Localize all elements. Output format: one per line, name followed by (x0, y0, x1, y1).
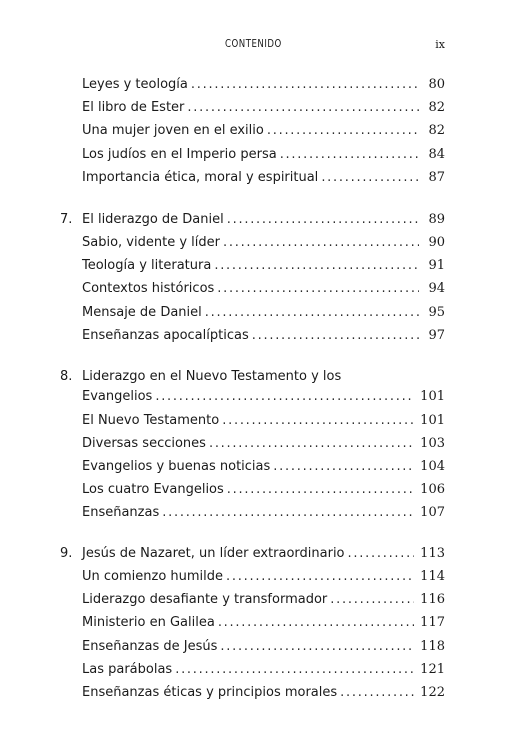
page-number: 121 (420, 662, 445, 677)
toc-entry (0, 433, 507, 455)
page-number: 94 (428, 281, 445, 296)
entry-title: Jesús de Nazaret, un líder extraordinario (82, 546, 345, 561)
page-number: 114 (420, 569, 445, 584)
page-number: 103 (420, 436, 445, 451)
entry-title: Los judíos en el Imperio persa (82, 147, 277, 162)
dot-leader (162, 502, 414, 524)
page-number: 122 (420, 685, 445, 700)
page-number: 95 (428, 305, 445, 320)
dot-leader (227, 209, 419, 231)
entry-title: Importancia ética, moral y espiritual (82, 170, 319, 185)
page-number: 87 (428, 170, 445, 185)
toc-entry (0, 612, 507, 634)
page-number: 91 (428, 258, 445, 273)
page-number: 117 (420, 615, 445, 630)
dot-leader (217, 278, 419, 300)
toc-chapter-entry (0, 366, 507, 388)
toc-entry (0, 97, 507, 119)
dot-leader (252, 325, 419, 347)
dot-leader (226, 566, 414, 588)
toc-entry (0, 636, 507, 658)
running-title: CONTENIDO (225, 38, 282, 50)
toc-entry (0, 410, 507, 432)
toc-entry (0, 589, 507, 611)
entry-title: El libro de Ester (82, 100, 185, 115)
dot-leader (222, 410, 414, 432)
page-number: 104 (420, 459, 445, 474)
dot-leader (340, 682, 414, 704)
chapter-number: 9. (60, 546, 73, 561)
page-number: 82 (428, 100, 445, 115)
page-number: 116 (420, 592, 445, 607)
dot-leader (273, 456, 414, 478)
entry-title: Evangelios y buenas noticias (82, 459, 271, 474)
entry-title: El liderazgo de Daniel (82, 212, 224, 227)
page-number: 82 (428, 123, 445, 138)
toc-entry (0, 120, 507, 142)
toc-chapter-entry (0, 209, 507, 231)
dot-leader (330, 589, 414, 611)
entry-title: Enseñanzas apocalípticas (82, 328, 249, 343)
dot-leader (155, 386, 414, 408)
entry-title: El Nuevo Testamento (82, 413, 220, 428)
chapter-number: 8. (60, 369, 73, 384)
page-number: 90 (428, 235, 445, 250)
entry-title: Ministerio en Galilea (82, 615, 215, 630)
entry-title: Un comienzo humilde (82, 569, 224, 584)
dot-leader (218, 612, 414, 634)
toc-chapter-entry (0, 543, 507, 565)
dot-leader (267, 120, 419, 142)
page-number: 97 (428, 328, 445, 343)
running-head (0, 38, 507, 54)
toc-entry (0, 167, 507, 189)
toc-entry (0, 278, 507, 300)
entry-title: Leyes y teología (82, 77, 188, 92)
toc-entry (0, 325, 507, 347)
page-number: 118 (420, 639, 445, 654)
dot-leader (321, 167, 419, 189)
toc-entry (0, 74, 507, 96)
entry-title: Los cuatro Evangelios (82, 482, 224, 497)
dot-leader (223, 232, 419, 254)
toc-entry (0, 255, 507, 277)
toc-entry (0, 479, 507, 501)
dot-leader (220, 636, 414, 658)
entry-title: Liderazgo desafiante y transformador (82, 592, 328, 607)
toc-entry (0, 302, 507, 324)
page-number: 80 (428, 77, 445, 92)
toc-entry-continued (0, 386, 507, 408)
toc-entry (0, 502, 507, 524)
toc-entry (0, 659, 507, 681)
entry-title: Enseñanzas (82, 505, 160, 520)
entry-title: Diversas secciones (82, 436, 206, 451)
dot-leader (209, 433, 414, 455)
entry-title: Una mujer joven en el exilio (82, 123, 264, 138)
entry-title: Mensaje de Daniel (82, 305, 202, 320)
page-number: 89 (428, 212, 445, 227)
entry-title: Teología y literatura (82, 258, 212, 273)
page-number: 101 (420, 413, 445, 428)
toc-entry (0, 566, 507, 588)
entry-title: Liderazgo en el Nuevo Testamento y los (82, 369, 342, 384)
toc-entry (0, 232, 507, 254)
dot-leader (175, 659, 414, 681)
dot-leader (227, 479, 414, 501)
dot-leader (187, 97, 419, 119)
dot-leader (205, 302, 419, 324)
dot-leader (348, 543, 415, 565)
entry-title: Sabio, vidente y líder (82, 235, 220, 250)
page-number: 84 (428, 147, 445, 162)
toc-entry (0, 456, 507, 478)
dot-leader (191, 74, 419, 96)
page-folio: ix (435, 38, 445, 51)
dot-leader (214, 255, 419, 277)
toc-entry (0, 682, 507, 704)
entry-title: Las parábolas (82, 662, 173, 677)
toc-entry (0, 144, 507, 166)
page-number: 101 (420, 389, 445, 404)
chapter-number: 7. (60, 212, 73, 227)
dot-leader (280, 144, 419, 166)
entry-title: Evangelios (82, 389, 153, 404)
entry-title: Enseñanzas de Jesús (82, 639, 218, 654)
entry-title: Contextos históricos (82, 281, 215, 296)
page-number: 106 (420, 482, 445, 497)
entry-title: Enseñanzas éticas y principios morales (82, 685, 338, 700)
page-number: 113 (420, 546, 445, 561)
page-number: 107 (420, 505, 445, 520)
